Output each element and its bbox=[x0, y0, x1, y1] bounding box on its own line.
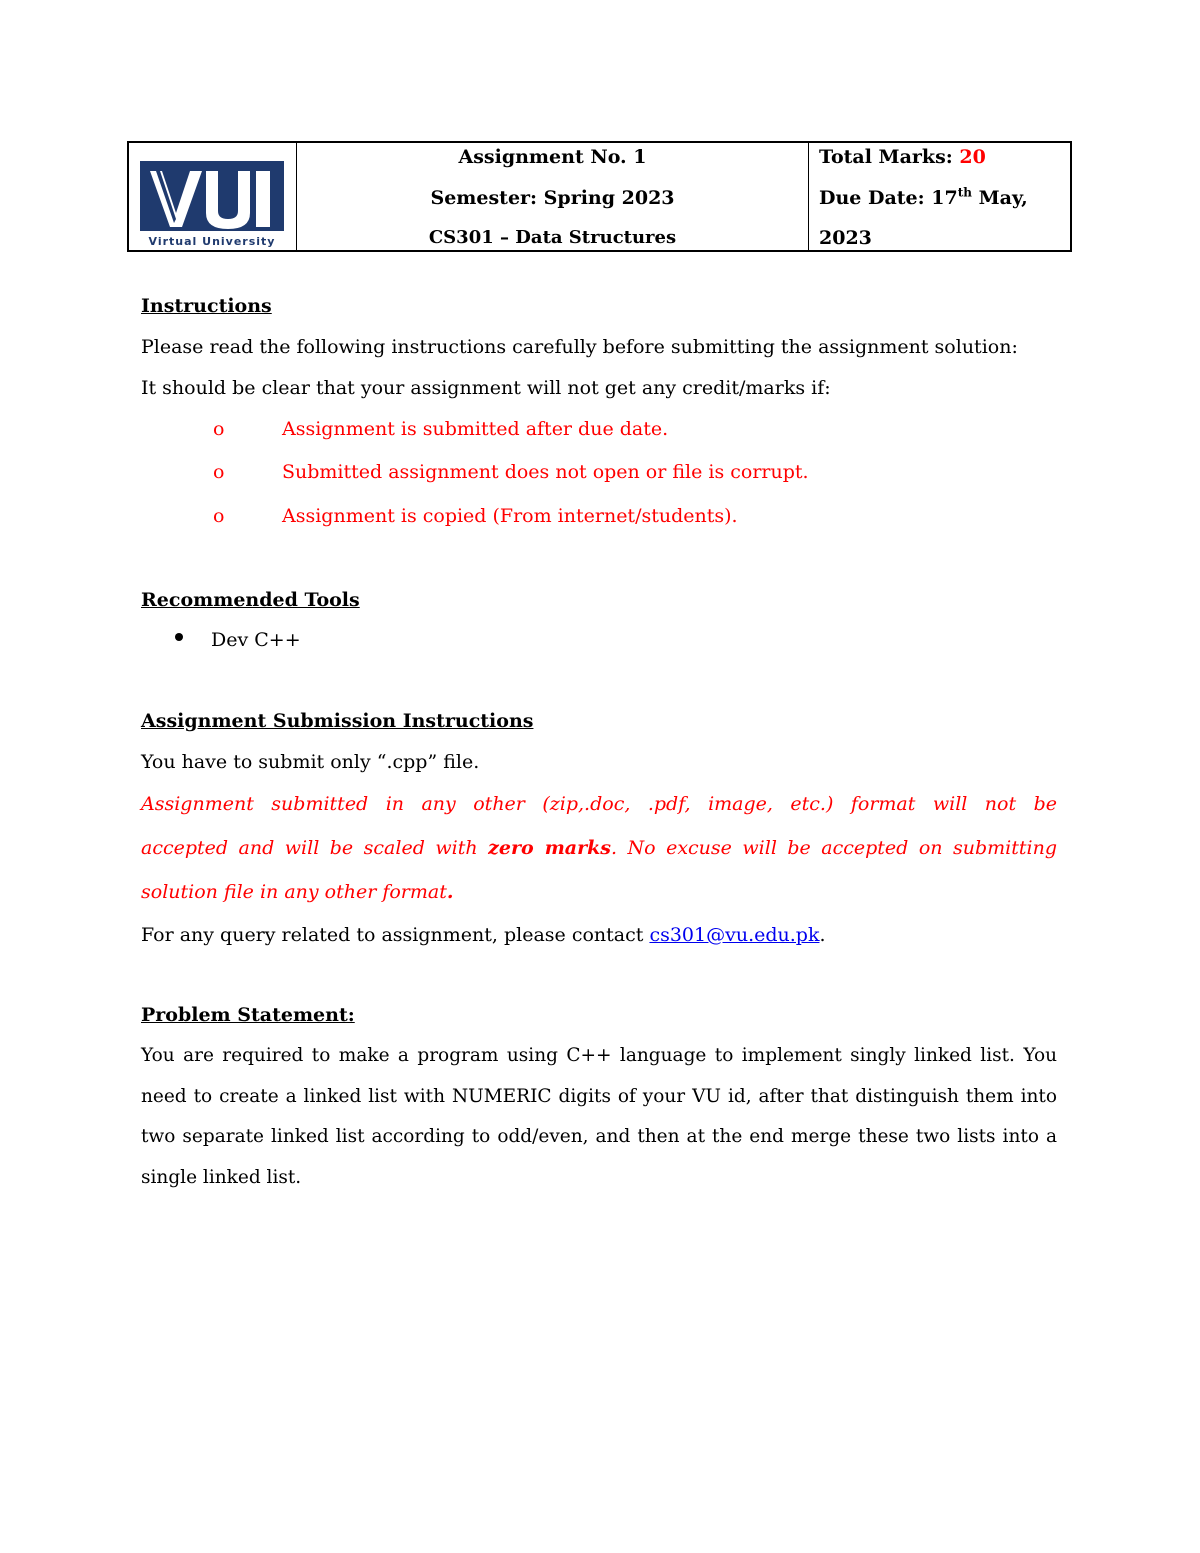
assignment-info-cell bbox=[297, 143, 809, 250]
zero-marks-text: zero marks bbox=[488, 837, 611, 859]
format-warning-line-2 bbox=[141, 837, 1057, 859]
problem-line-3: two separate linked list according to odd/even, and then at the end merge these two lists into a bbox=[141, 1126, 1057, 1147]
warning-text-end: . No excuse will be accepted on submitting bbox=[610, 837, 1057, 859]
query-text: For any query related to assignment, please contact bbox=[141, 924, 650, 946]
vu-logo bbox=[140, 161, 284, 249]
semester: Semester: Spring 2023 bbox=[430, 187, 675, 209]
due-date-label: Due Date: 17 bbox=[819, 187, 958, 209]
format-warning-line-3 bbox=[141, 881, 454, 903]
bullet-marker: o bbox=[213, 461, 225, 483]
instruction-item: Assignment is copied (From internet/students). bbox=[282, 505, 738, 527]
query-line bbox=[141, 924, 826, 946]
total-marks-value: 20 bbox=[959, 146, 986, 168]
total-marks bbox=[819, 146, 986, 168]
logo-caption: Virtual University bbox=[148, 235, 276, 248]
bullet-marker: o bbox=[213, 505, 225, 527]
instructions-intro: Please read the following instructions carefully before submitting the assignment solution: bbox=[141, 336, 1018, 358]
problem-line-2: need to create a linked list with NUMERIC digits of your VU id, after that distinguish them into bbox=[141, 1086, 1057, 1107]
problem-heading: Problem Statement: bbox=[141, 1004, 355, 1026]
header-table bbox=[127, 141, 1072, 252]
warning-text-3: solution file in any other format bbox=[141, 881, 447, 903]
warning-text: accepted and will be scaled with bbox=[141, 837, 489, 859]
email-link[interactable]: cs301@vu.edu.pk bbox=[649, 924, 820, 946]
warning-end: . bbox=[446, 881, 454, 903]
logo-cell bbox=[129, 143, 297, 250]
submission-line: You have to submit only “.cpp” file. bbox=[141, 751, 480, 773]
course-title: CS301 – Data Structures bbox=[428, 227, 677, 248]
bullet-dot-icon bbox=[175, 633, 183, 641]
due-date-sup: th bbox=[957, 185, 972, 200]
problem-line-1: You are required to make a program using C++ language to implement singly linked list. You bbox=[141, 1045, 1057, 1066]
marks-date-cell bbox=[809, 143, 1070, 250]
problem-line-4: single linked list. bbox=[141, 1167, 302, 1188]
assignment-number: Assignment No. 1 bbox=[458, 146, 647, 168]
due-date-year: 2023 bbox=[819, 227, 872, 249]
tool-item: Dev C++ bbox=[211, 629, 301, 651]
instruction-item: Assignment is submitted after due date. bbox=[282, 418, 669, 440]
due-date bbox=[819, 187, 1028, 209]
instruction-item: Submitted assignment does not open or file is corrupt. bbox=[282, 461, 809, 483]
instructions-heading: Instructions bbox=[141, 295, 272, 317]
query-end: . bbox=[819, 924, 826, 946]
format-warning-line-1: Assignment submitted in any other (zip,.doc, .pdf, image, etc.) format will not be bbox=[141, 793, 1057, 815]
bullet-marker: o bbox=[213, 418, 225, 440]
submission-heading: Assignment Submission Instructions bbox=[141, 710, 534, 732]
instructions-condition: It should be clear that your assignment will not get any credit/marks if: bbox=[141, 377, 831, 399]
total-marks-label: Total Marks: bbox=[819, 146, 960, 168]
due-date-rest: May, bbox=[972, 187, 1028, 209]
tools-heading: Recommended Tools bbox=[141, 589, 360, 611]
